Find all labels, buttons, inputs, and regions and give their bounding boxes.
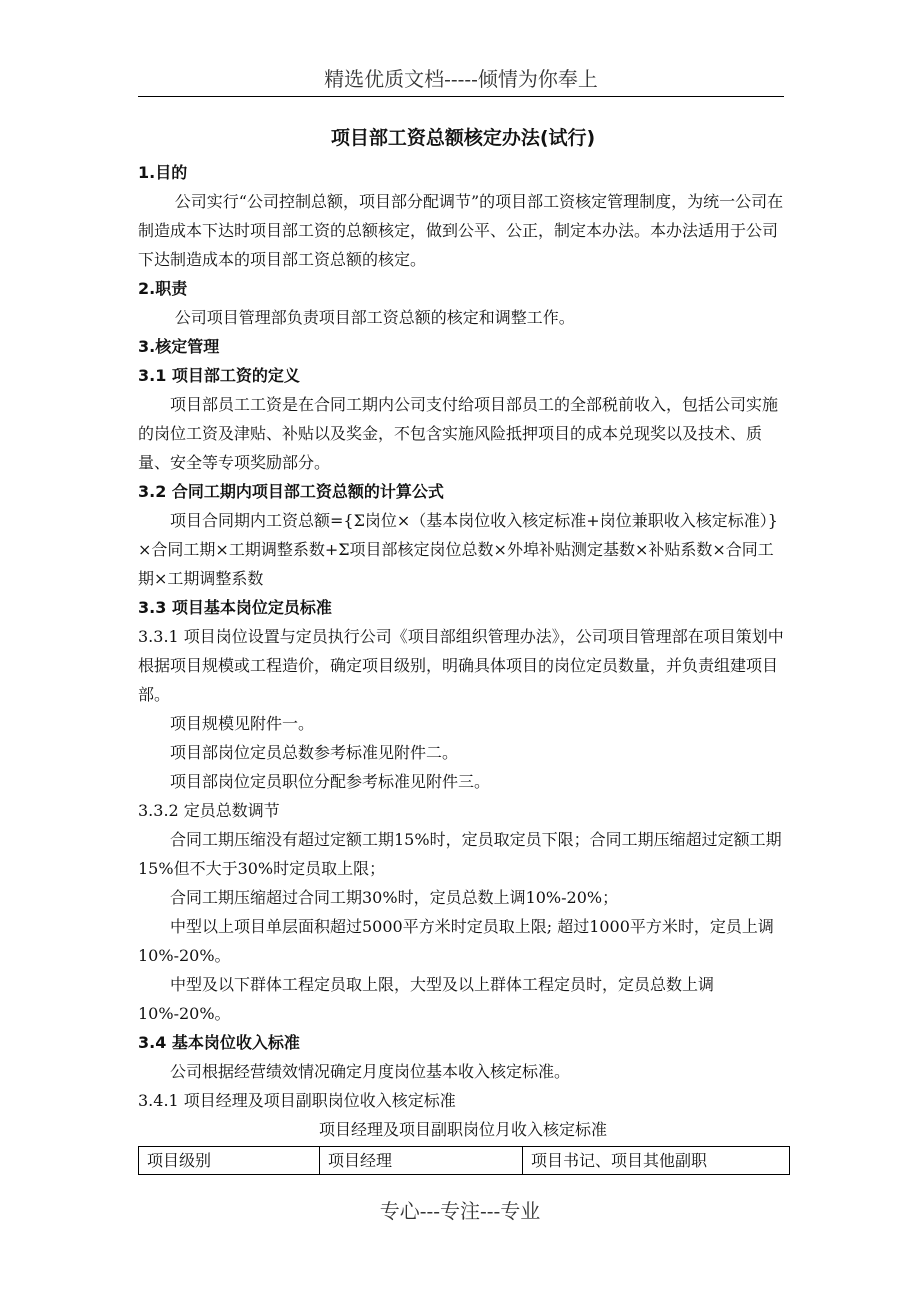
- section-heading: 2.职责: [138, 279, 188, 298]
- paragraph: 项目规模见附件一。: [170, 714, 315, 733]
- paragraph: 公司项目管理部负责项目部工资总额的核定和调整工作。: [174, 308, 575, 327]
- document-body: [138, 120, 788, 1175]
- subsection-heading: 3.1 项目部工资的定义: [138, 366, 300, 385]
- table-header-cell: 项目书记、项目其他副职: [523, 1147, 790, 1175]
- table-header-cell: 项目经理: [320, 1147, 523, 1175]
- section-heading: 1.目的: [138, 163, 188, 182]
- table-header-row: [139, 1147, 790, 1175]
- subsection-heading: 3.3 项目基本岗位定员标准: [138, 598, 332, 617]
- table-caption: 项目经理及项目副职岗位月收入核定标准: [318, 1120, 607, 1139]
- page-header: 精选优质文档-----倾情为你奉上: [138, 62, 784, 97]
- paragraph: 项目部岗位定员总数参考标准见附件二。: [170, 743, 459, 762]
- paragraph: 3.3.1 项目岗位设置与定员执行公司《项目部组织管理办法》，公司项目管理部在项目策划中根据项目规模或工程造价，确定项目级别，明确具体项目的岗位定员数量，并负责组建项目部。: [138, 627, 784, 704]
- salary-standard-table: [138, 1146, 790, 1175]
- table-header-cell: 项目级别: [139, 1147, 320, 1175]
- paragraph: 中型以上项目单层面积超过5000平方米时定员取上限; 超过1000平方米时，定员上调10%-20%。: [138, 917, 774, 965]
- paragraph: 中型及以下群体工程定员取上限，大型及以上群体工程定员时，定员总数上调10%-20%。: [138, 975, 715, 1023]
- subsection-heading: 3.2 合同工期内项目部工资总额的计算公式: [138, 482, 444, 501]
- paragraph: 项目部岗位定员职位分配参考标准见附件三。: [170, 772, 491, 791]
- document-title: 项目部工资总额核定办法(试行): [330, 127, 596, 149]
- paragraph: 3.4.1 项目经理及项目副职岗位收入核定标准: [138, 1091, 456, 1110]
- paragraph: 项目部员工工资是在合同工期内公司支付给项目部员工的全部税前收入，包括公司实施的岗位工资及津贴、补贴以及奖金，不包含实施风险抵押项目的成本兑现奖以及技术、质量、安全等专项奖励部分。: [138, 395, 779, 472]
- paragraph: 公司实行“公司控制总额，项目部分配调节”的项目部工资核定管理制度，为统一公司在制造成本下达时项目部工资的总额核定，做到公平、公正，制定本办法。本办法适用于公司下达制造成本的项目部工资总额的核定。: [138, 192, 784, 269]
- subsection-heading: 3.4 基本岗位收入标准: [138, 1033, 300, 1052]
- paragraph: 合同工期压缩超过合同工期30%时，定员总数上调10%-20%；: [170, 888, 619, 907]
- page-footer: 专心---专注---专业: [379, 1199, 541, 1223]
- paragraph: 公司根据经营绩效情况确定月度岗位基本收入核定标准。: [170, 1062, 571, 1081]
- paragraph-heading: 3.3.2 定员总数调节: [138, 801, 280, 820]
- paragraph: 合同工期压缩没有超过定额工期15%时，定员取定员下限；合同工期压缩超过定额工期15%但不大于30%时定员取上限；: [138, 830, 782, 878]
- paragraph: 项目合同期内工资总额={Σ岗位×（基本岗位收入核定标准+岗位兼职收入核定标准）}×合同工期×工期调整系数+Σ项目部核定岗位总数×外埠补贴测定基数×补贴系数×合同工期×工期调整系数: [138, 511, 778, 588]
- section-heading: 3.核定管理: [138, 337, 220, 356]
